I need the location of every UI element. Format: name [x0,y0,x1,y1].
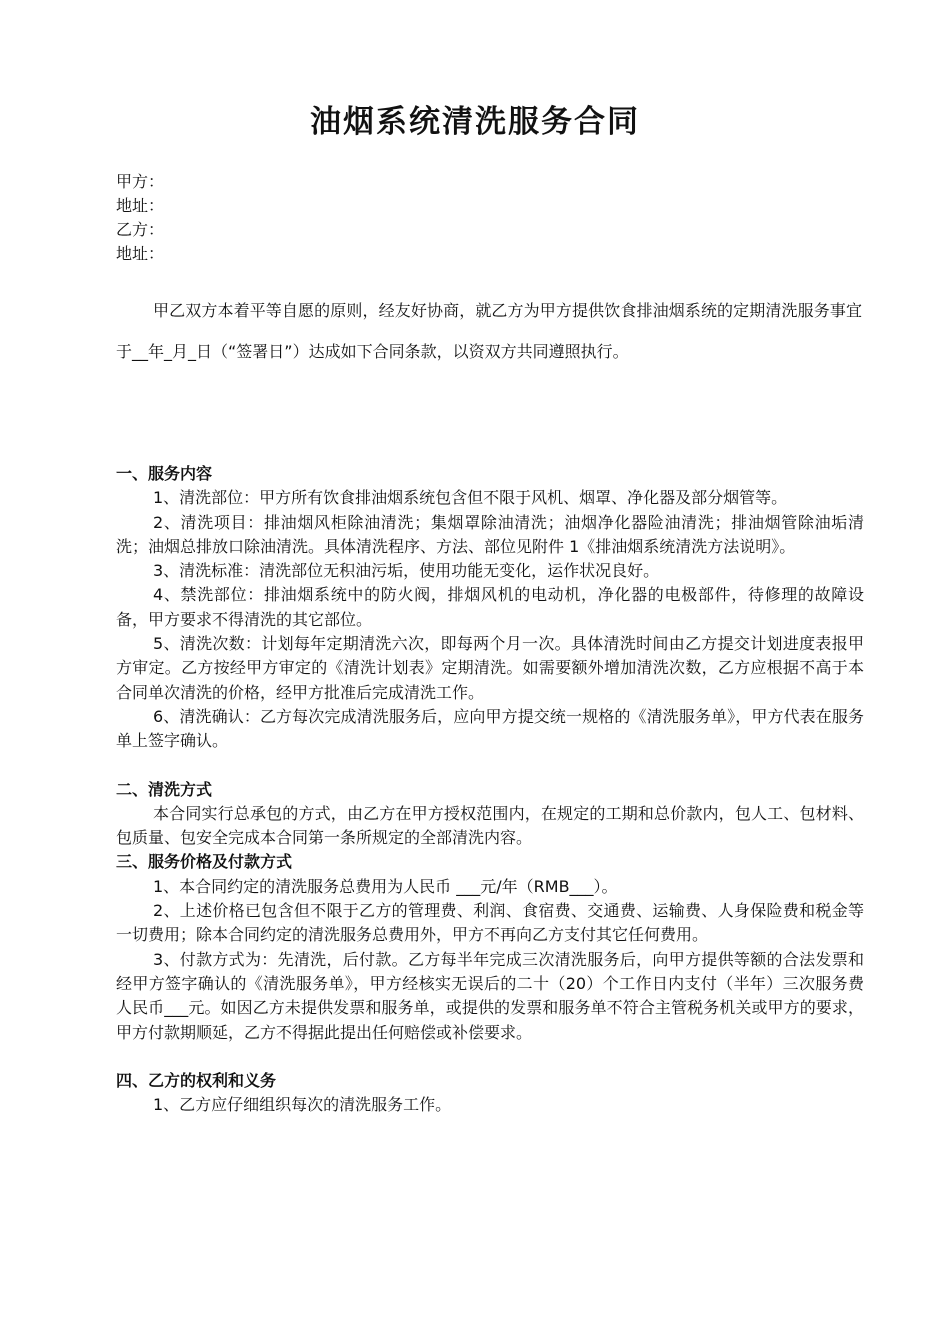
clause: 本合同实行总承包的方式，由乙方在甲方授权范围内，在规定的工期和总价款内，包人工、包材料、包质量、包安全完成本合同第一条所规定的全部清洗内容。 [116,803,864,848]
section-heading-cleaning-method: 二、清洗方式 [116,779,213,799]
spacer [116,754,864,778]
clause: 2、清洗项目：排油烟风柜除油清洗；集烟罩除油清洗；油烟净化器险油清洗；排油烟管除油垢清洗；油烟总排放口除油清洗。具体清洗程序、方法、部位见附件 1《排油烟系统清洗方法说明》。 [116,512,864,556]
party-a-address-label: 地址： [116,196,165,215]
clause: 1、清洗部位：甲方所有饮食排油烟系统包含但不限于风机、烟罩、净化器及部分烟管等。 [153,488,788,508]
contract-body [116,462,864,1117]
clause: 1、乙方应仔细组织每次的清洗服务工作。 [153,1095,452,1115]
clause: 4、禁洗部位：排油烟系统中的防火阀，排烟风机的电动机，净化器的电极部件，待修理的故障设备，甲方要求不得清洗的其它部位。 [116,585,864,629]
clause: 3、清洗标准：清洗部位无积油污垢，使用功能无变化，运作状况良好。 [153,561,660,581]
clause: 1、本合同约定的清洗服务总费用为人民币 ___元/年（RMB___）。 [153,876,618,896]
parties-block [116,170,164,266]
section-heading-party-b-rights: 四、乙方的权利和义务 [116,1070,277,1090]
clause: 5、清洗次数：计划每年定期清洗六次，即每两个月一次。具体清洗时间由乙方提交计划进度表报甲方审定。乙方按经甲方审定的《清洗计划表》定期清洗。如需要额外增加清洗次数，乙方应根据不高于本合同单次清洗的价格，经甲方批准后完成清洗工作。 [116,634,864,702]
section-heading-service-content: 一、服务内容 [116,464,213,483]
clause: 6、清洗确认：乙方每次完成清洗服务后，应向甲方提交统一规格的《清洗服务单》，甲方代表在服务单上签字确认。 [116,706,864,751]
clause: 2、上述价格已包含但不限于乙方的管理费、利润、食宿费、交通费、运输费、人身保险费和税金等一切费用；除本合同约定的清洗服务总费用外，甲方不再向乙方支付其它任何费用。 [116,901,864,945]
spacer [116,1045,864,1069]
intro-paragraph: 甲乙双方本着平等自愿的原则，经友好协商，就乙方为甲方提供饮食排油烟系统的定期清洗服务事宜于__年_月_日（“签署日”）达成如下合同条款，以资双方共同遵照执行。 [116,301,862,361]
clause: 3、付款方式为：先清洗，后付款。乙方每半年完成三次清洗服务后，向甲方提供等额的合法发票和经甲方签字确认的《清洗服务单》，甲方经核实无误后的二十（20）个工作日内支付（半年）三次服务费人民币___元。如因乙方未提供发票和服务单，或提供的发票和服务单不符合主管税务机关或甲方的要求，甲方付款期顺延，乙方不得据此提出任何赔偿或补偿要求。 [116,949,864,1042]
section-heading-price-payment: 三、服务价格及付款方式 [116,852,293,872]
party-b-label: 乙方： [116,220,165,239]
party-a-label: 甲方： [116,172,165,191]
party-b-address-label: 地址： [116,244,165,263]
document-title: 油烟系统清洗服务合同 [310,104,640,140]
